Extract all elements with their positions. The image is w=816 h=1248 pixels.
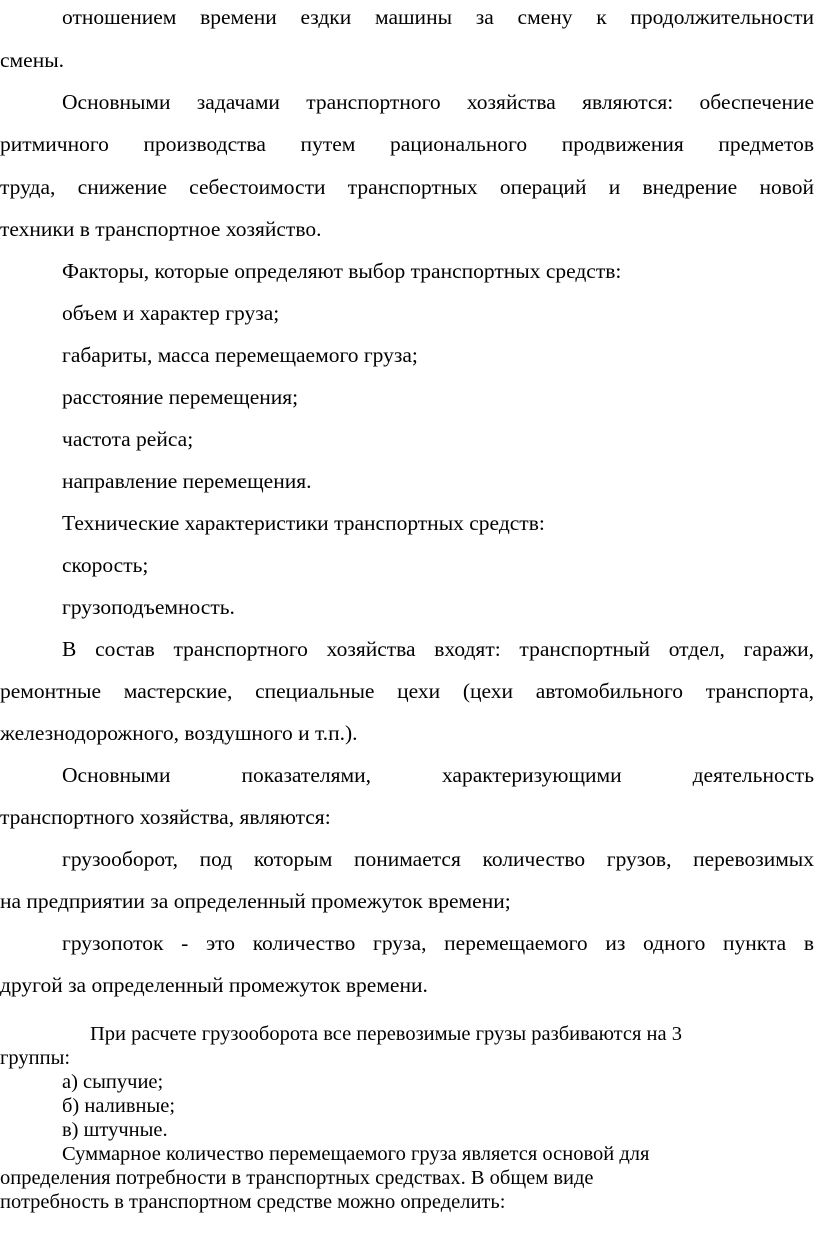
paragraph-line: труда, снижение себестоимости транспортных операций и внедрение новой [0, 175, 814, 199]
paragraph-line: ремонтные мастерские, специальные цехи (цехи автомобильного транспорта, [0, 679, 814, 703]
paragraph-line: потребность в транспортном средстве можно определить: [0, 1191, 506, 1213]
paragraph-line: другой за определенный промежуток времени. [0, 973, 428, 997]
list-item: расстояние перемещения; [62, 385, 299, 409]
paragraph-line: грузооборот, под которым понимается количество грузов, перевозимых [62, 847, 814, 871]
list-item: частота рейса; [62, 427, 194, 451]
list-item: б) наливные; [62, 1095, 176, 1117]
paragraph-line: определения потребности в транспортных средствах. В общем виде [0, 1167, 594, 1189]
list-item: габариты, масса перемещаемого груза; [62, 343, 418, 367]
list-item: а) сыпучие; [62, 1071, 164, 1093]
list-item: в) штучные. [62, 1119, 168, 1141]
paragraph-line: Основными задачами транспортного хозяйства являются: обеспечение [62, 90, 814, 114]
paragraph-line: техники в транспортное хозяйство. [0, 217, 322, 241]
paragraph-line: группы: [0, 1047, 71, 1069]
paragraph-line: на предприятии за определенный промежуток времени; [0, 889, 511, 913]
list-item: направление перемещения. [62, 469, 312, 493]
list-item: объем и характер груза; [62, 301, 280, 325]
paragraph-line: железнодорожного, воздушного и т.п.). [0, 721, 358, 745]
list-item: скорость; [62, 553, 149, 577]
paragraph-line: Факторы, которые определяют выбор транспортных средств: [62, 259, 622, 283]
paragraph-line: ритмичного производства путем рационального продвижения предметов [0, 132, 814, 156]
paragraph-line: транспортного хозяйства, являются: [0, 805, 331, 829]
paragraph-line: Технические характеристики транспортных средств: [62, 511, 545, 535]
list-item: грузоподъемность. [62, 595, 235, 619]
paragraph-line: Основными показателями, характеризующими деятельность [62, 763, 814, 787]
paragraph-line: При расчете грузооборота все перевозимые грузы разбиваются на 3 [90, 1023, 682, 1045]
paragraph-line: отношением времени ездки машины за смену к продолжительности [62, 5, 814, 29]
paragraph-line: смены. [0, 48, 65, 72]
paragraph-line: В состав транспортного хозяйства входят: транспортный отдел, гаражи, [62, 637, 814, 661]
paragraph-line: грузопоток - это количество груза, перемещаемого из одного пункта в [62, 931, 814, 955]
paragraph-line: Суммарное количество перемещаемого груза является основой для [62, 1143, 650, 1165]
